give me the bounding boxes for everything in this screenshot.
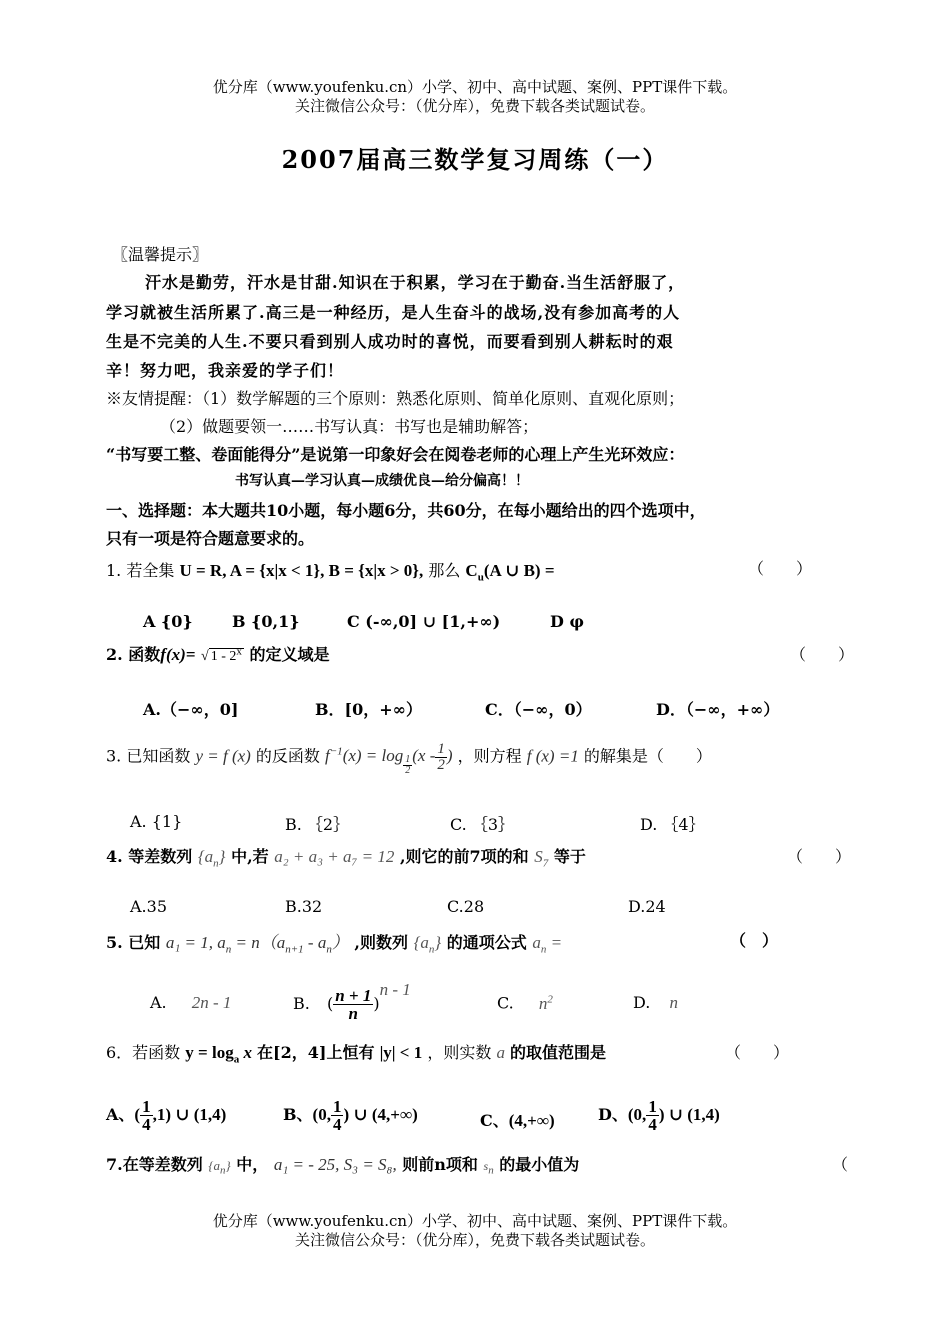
question-4-option-d: D.24 — [628, 897, 666, 916]
question-4-mid-2: ,则它的前7项的和 — [399, 847, 529, 866]
question-4-answer-blank: （ ） — [787, 847, 852, 866]
question-7-tail: 的最小值为 — [499, 1155, 580, 1174]
question-7-mid: 中， — [236, 1155, 269, 1174]
question-6-tail: 的取值范围是 — [510, 1043, 607, 1062]
question-5-option-b: B. ( $\frac{n + 1}{n}$ )$^{n - 1}$ — [293, 980, 411, 1023]
question-7-stem: 7.在等差数列 — [106, 1155, 203, 1174]
question-3 — [106, 742, 712, 776]
page-title: 2007届高三数学复习周练（一） — [281, 145, 669, 174]
question-5-general-term: $a_n$ = — [532, 933, 563, 956]
question-6-option-a: A、( $\frac{1}{4}$ ,1) ∪ (1,4) — [106, 1097, 227, 1134]
question-6-option-c: C、(4,+∞) — [480, 1111, 555, 1130]
question-3-equation: f (x) =1 — [526, 746, 579, 766]
question-3-tail: 的解集是（ ） — [583, 746, 712, 766]
footer-line-1: 优分库（www.youfenku.cn）小学、初中、高中试题、案例、PPT课件下载。 — [212, 1212, 738, 1230]
header-line-2: 关注微信公众号：（优分库），免费下载各类试题试卷。 — [294, 97, 655, 115]
tips-paragraph-line-3: 生是不完美的人生.不要只看到别人成功时的喜悦，而要看到别人耕耘时的艰 — [106, 332, 674, 351]
question-3-mid-2: ，则方程 — [457, 746, 522, 766]
question-3-option-b: B. ｛2｝ — [285, 815, 350, 834]
question-6-variable: a — [496, 1043, 505, 1062]
question-3-stem: 3. 已知函数 — [106, 746, 191, 766]
question-6-function: $y = \log_a x$ — [185, 1043, 252, 1066]
question-2-stem: 2. 函数 — [106, 645, 161, 664]
question-3-inverse: $f^{-1}(x) = \log$ $\frac{1}{2}$ (x - $\frac{1}{2}$ ) — [325, 741, 453, 777]
question-7-mid-2: 则前n项和 — [402, 1155, 478, 1174]
question-4-option-c: C.28 — [447, 897, 485, 916]
question-4-sequence: $\{a_n\}$ — [197, 847, 226, 870]
question-2-option-a: A.（−∞，0] — [143, 700, 239, 719]
question-3-mid: 的反函数 — [255, 746, 320, 766]
question-1-tail: 那么 — [428, 561, 461, 580]
question-4-mid: 中,若 — [231, 847, 269, 866]
question-1-option-c: C (-∞,0] ∪ [1,+∞) — [347, 612, 501, 631]
question-2-option-d: D．（−∞，+∞） — [656, 700, 780, 719]
question-1-option-d: D φ — [550, 612, 584, 631]
question-6-option-d: D、(0, $\frac{1}{4}$ ) ∪ (1,4) — [598, 1097, 720, 1134]
question-5-stem: 5. 已知 — [106, 933, 161, 952]
question-5-mid: ,则数列 — [354, 933, 408, 952]
question-1-answer-blank: （ ） — [748, 559, 813, 578]
question-2-function: f(x)= — [160, 645, 196, 664]
section-1-instructions-line-2: 只有一项是符合题意要求的。 — [106, 529, 315, 548]
reminder-line-2: （2）做题要领一……书写认真：书写也是辅助解答； — [160, 417, 539, 436]
question-6-option-b: B、(0, $\frac{1}{4}$ ) ∪ (4,+∞) — [283, 1097, 418, 1134]
question-7-condition: a₁ = - 25, S₃ = S₈, — [273, 1155, 397, 1174]
question-1-option-b: B {0,1} — [232, 612, 300, 631]
question-6-condition: |y| < 1 — [379, 1043, 423, 1062]
question-3-option-c: C. ｛3｝ — [450, 815, 515, 834]
question-7-answer-blank: （ — [832, 1155, 849, 1174]
reminder-line-1: ※友情提醒：（1）数学解题的三个原则：熟悉化原则、简单化原则、直观化原则； — [106, 389, 685, 408]
question-1-stem: 1. 若全集 — [106, 561, 175, 580]
question-4-sum: $S_7$ — [534, 847, 549, 870]
question-6 — [106, 1040, 606, 1065]
question-5-tail: 的通项公式 — [446, 933, 527, 952]
question-5-option-a: A. 2n - 1 — [150, 993, 232, 1012]
question-5-sequence: $\{a_n\}$ — [413, 933, 442, 956]
reminder-line-4: 书写认真—学习认真—成绩优良—给分偏高！！ — [235, 473, 529, 489]
tips-heading: 〖温馨提示〗 — [112, 245, 209, 264]
question-6-answer-blank: （ ） — [725, 1043, 790, 1062]
question-7-sum: $s_n$ — [483, 1159, 494, 1177]
question-1-math: U = R, A = {x|x < 1}, B = {x|x > 0}, — [179, 561, 424, 580]
question-4 — [106, 844, 586, 869]
question-4-option-a: A.35 — [130, 897, 167, 916]
question-5-option-d: D. n — [633, 993, 678, 1012]
question-2-answer-blank: （ ） — [790, 645, 855, 664]
tips-paragraph-line-1: 汗水是勤劳，汗水是甘甜.知识在于积累，学习在于勤奋.当生活舒服了， — [145, 273, 686, 292]
question-4-tail: 等于 — [553, 847, 586, 866]
question-1 — [106, 558, 555, 583]
question-2 — [106, 642, 329, 665]
question-6-mid-2: ，则实数 — [427, 1043, 492, 1062]
question-5 — [106, 928, 562, 955]
question-6-stem: 6．若函数 — [106, 1043, 181, 1062]
question-4-option-b: B.32 — [285, 897, 323, 916]
question-5-option-c: C. $n^2$ — [497, 993, 553, 1013]
question-3-option-a: A. {1} — [130, 812, 183, 831]
question-3-option-d: D. ｛4｝ — [640, 815, 705, 834]
question-5-recurrence: a₁ = 1, $a_n = n(a_{n+1} - a_n)$ — [165, 933, 349, 956]
question-2-radical: √ 1 - 2$^x$ — [201, 645, 242, 664]
header-line-1: 优分库（www.youfenku.cn）小学、初中、高中试题、案例、PPT课件下载。 — [212, 78, 738, 96]
question-3-function: y = f (x) — [195, 746, 251, 766]
question-2-tail: 的定义域是 — [249, 645, 330, 664]
question-5-answer-blank: （ ） — [730, 931, 779, 950]
question-4-stem: 4. 等差数列 — [106, 847, 193, 866]
question-7-sequence: $\{a_n\}$ — [208, 1158, 231, 1177]
reminder-line-3: “书写要工整、卷面能得分”是说第一印象好会在阅卷老师的心理上产生光环效应： — [106, 445, 685, 464]
question-6-mid: 在[2，4]上恒有 — [257, 1043, 375, 1062]
question-2-option-c: C．（−∞，0） — [485, 700, 592, 719]
question-2-option-b: B．[0，+∞） — [315, 700, 422, 719]
question-7 — [106, 1152, 579, 1177]
question-4-condition: a₂ + a₃ + a₇ = 12 — [274, 847, 395, 866]
tips-paragraph-line-4: 辛！努力吧，我亲爱的学子们！ — [106, 361, 345, 380]
footer-line-2: 关注微信公众号：（优分库），免费下载各类试题试卷。 — [294, 1231, 655, 1249]
section-1-instructions-line-1: 一、选择题：本大题共10小题，每小题6分，共60分，在每小题给出的四个选项中， — [106, 501, 706, 520]
question-1-complement: $C_u(A$ ∪ B) = — [465, 561, 555, 584]
tips-paragraph-line-2: 学习就被生活所累了.高三是一种经历，是人生奋斗的战场,没有参加高考的人 — [106, 303, 681, 322]
question-1-option-a: A {0} — [143, 612, 193, 631]
